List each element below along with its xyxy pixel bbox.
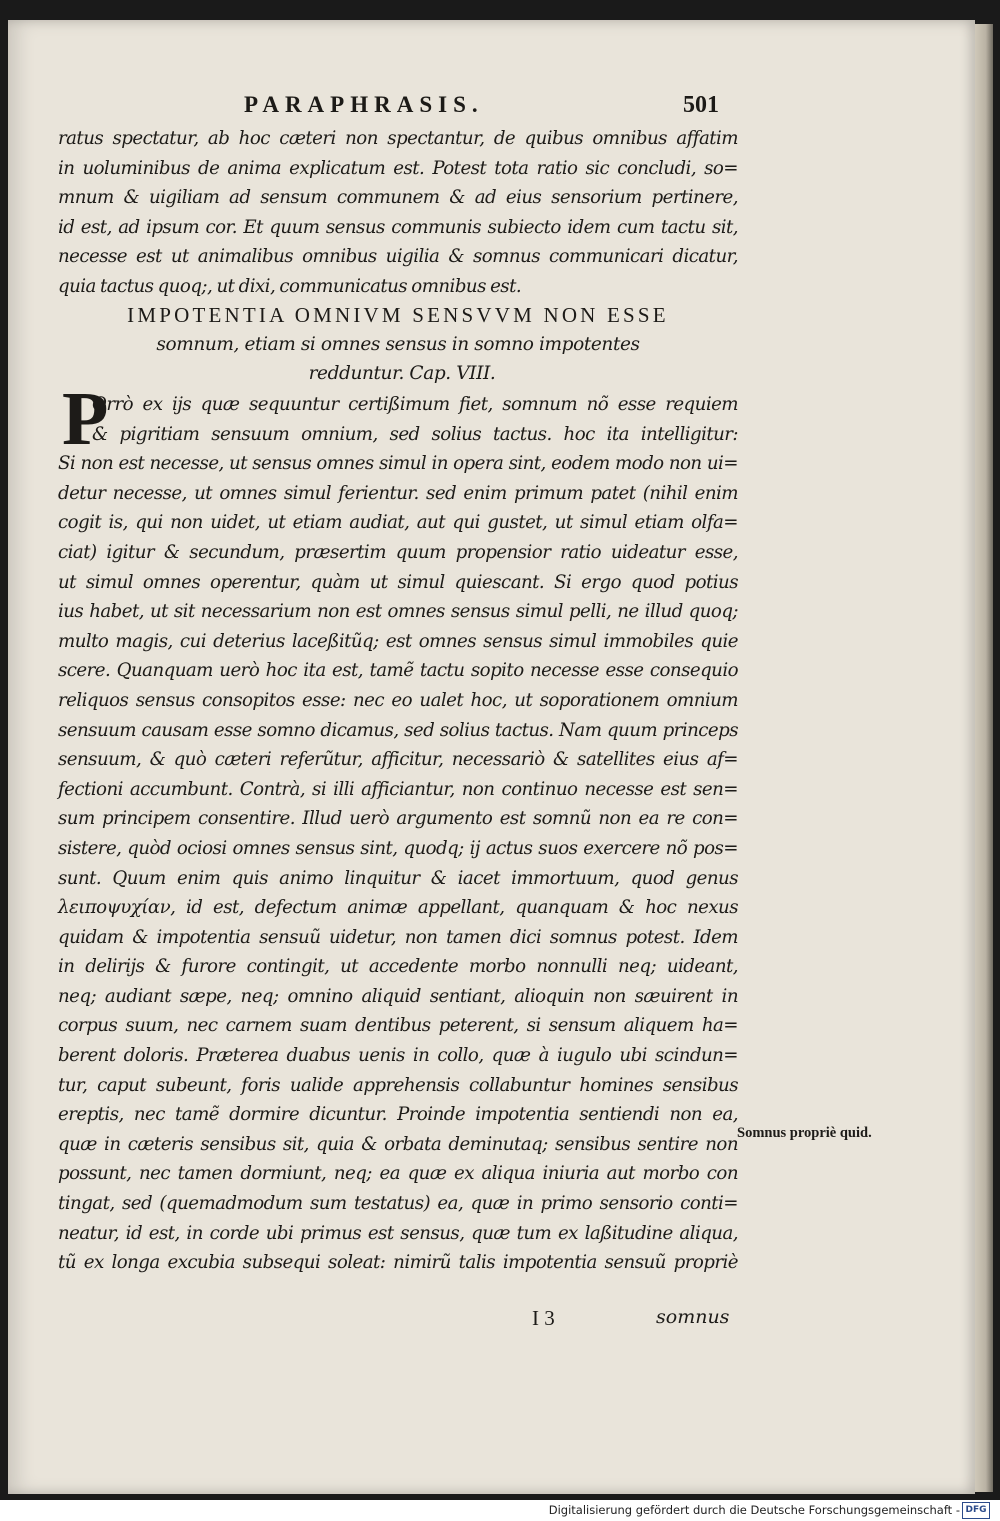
text-line: mnum & uigiliam ad sensum communem & ad eius sensorium pertinere,	[58, 187, 738, 209]
text-line: possunt, nec tamen dormiunt, neq; ea quæ ex aliqua iniuria aut morbo con	[58, 1163, 738, 1185]
top-paragraph	[58, 124, 738, 302]
text-line: multo magis, cui deterius laceßitũq; est omnes sensus simul immobiles quie	[58, 630, 738, 652]
text-line: in uoluminibus de anima explicatum est. Potest tota ratio sic concludi, so=	[58, 157, 738, 179]
text-line: sistere, quòd ociosi omnes sensus sint, quodq; ij actus suos exercere nõ pos=	[58, 837, 738, 859]
funding-credit: Digitalisierung gefördert durch die Deutsche Forschungsgemeinschaft -	[548, 1503, 960, 1517]
text-line: sensuum causam esse somno dicamus, sed solius tactus. Nam quum princeps	[58, 719, 738, 741]
chapter-heading	[58, 300, 738, 388]
text-line: Si non est necesse, ut sensus omnes simul in opera sint, eodem modo non ui=	[58, 453, 738, 475]
text-line: cogit is, qui non uidet, ut etiam audiat, aut qui gustet, ut simul etiam olfa=	[58, 512, 738, 534]
text-line: detur necesse, ut omnes simul ferientur. sed enim primum patet (nihil enim	[58, 482, 738, 504]
drop-cap-initial: P	[62, 377, 109, 461]
chapter-body	[58, 390, 738, 1278]
text-line: tur, caput subeunt, foris ualide apprehensis collabuntur homines sensibus	[58, 1074, 738, 1096]
text-line: ratus spectatur, ab hoc cæteri non spectantur, de quibus omnibus affatim	[58, 128, 738, 149]
chapter-title-line: IMPOTENTIA OMNIVM SENSVVM NON ESSE	[127, 303, 669, 327]
text-line: ius habet, ut sit necessarium non est omnes sensus simul pelli, ne illud quoq;	[58, 601, 738, 623]
text-line: tingat, sed (quemadmodum sum testatus) ea, quæ in primo sensorio conti=	[58, 1193, 738, 1215]
dfg-logo-icon: DFG	[962, 1502, 990, 1519]
chapter-title-line: somnum, etiam si omnes sensus in somno impotentes	[156, 334, 640, 355]
running-head: PARAPHRASIS.	[244, 92, 484, 117]
text-line: tũ ex longa excubia subsequi soleat: nimirũ talis impotentia sensuũ propriè	[58, 1252, 738, 1274]
text-line: sensuum, & quò cæteri referũtur, afficitur, necessariò & satellites eius af=	[58, 749, 738, 771]
text-line: id est, ad ipsum cor. Et quum sensus communis subiecto idem cum tactu sit,	[58, 216, 738, 238]
text-line: in delirijs & furore contingit, ut accedente morbo nonnulli neq; uideant,	[58, 956, 738, 978]
text-line: sunt. Quum enim quis animo linquitur & iacet immortuum, quod genus	[58, 867, 738, 889]
text-line: corpus suum, nec carnem suam dentibus peterent, si sensum aliquem ha=	[58, 1015, 738, 1037]
text-line: berent doloris. Præterea duabus uenis in collo, quæ à iugulo ubi scindun=	[58, 1045, 738, 1067]
text-line: quæ in cæteris sensibus sit, quia & orbata deminutaq; sensibus sentire non	[58, 1133, 738, 1155]
text-line: necesse est ut animalibus omnibus uigilia & somnus communicari dicatur,	[58, 246, 738, 268]
catchline	[0, 1306, 1000, 1336]
catchword: somnus	[656, 1306, 730, 1328]
text-line: ereptis, nec tamẽ dormire dicuntur. Proinde impotentia sentiendi non ea,	[58, 1104, 738, 1126]
text-line: quia tactus quoq;, ut dixi, communicatus omnibus est.	[58, 275, 522, 297]
text-line: & pigritiam sensuum omnium, sed solius tactus. hoc ita intelligitur:	[92, 423, 738, 445]
text-line: Orrò ex ijs quæ sequuntur certißimum fiet, somnum nõ esse requiem	[92, 394, 738, 415]
text-line: fectioni accumbunt. Contrà, si illi afficiantur, non continuo necesse est sen=	[58, 778, 738, 800]
drop-cap-lines	[58, 390, 738, 449]
text-line: sum principem consentire. Illud uerò argumento est somnũ non ea re con=	[58, 808, 738, 830]
text-line: neatur, id est, in corde ubi primus est sensus, quæ tum ex laßitudine aliqua,	[58, 1222, 738, 1244]
marginal-note: Somnus propriè quid.	[737, 1125, 872, 1141]
page-edge	[975, 24, 993, 1492]
text-line: scere. Quanquam uerò hoc ita est, tamẽ tactu sopito necesse esse consequio	[58, 660, 738, 682]
text-line: reliquos sensus consopitos esse: nec eo ualet hoc, ut soporationem omnium	[58, 689, 738, 711]
signature-mark: I 3	[532, 1306, 555, 1330]
page-number: 501	[683, 92, 719, 118]
text-line: quidam & impotentia sensuũ uidetur, non tamen dici somnus potest. Idem	[58, 926, 738, 948]
text-line: ciat) igitur & secundum, præsertim quum propensior ratio uideatur esse,	[58, 541, 738, 563]
text-line: λειποψυχίαν, id est, defectum animæ appellant, quanquam & hoc nexus	[58, 897, 738, 919]
chapter-title-line: redduntur. Cap. VIII.	[308, 363, 496, 384]
text-line: neq; audiant sæpe, neq; omnino aliquid sentiant, alioquin non sæuirent in	[58, 985, 738, 1007]
text-line: ut simul omnes operentur, quàm ut simul quiescant. Si ergo quod potius	[58, 571, 738, 593]
